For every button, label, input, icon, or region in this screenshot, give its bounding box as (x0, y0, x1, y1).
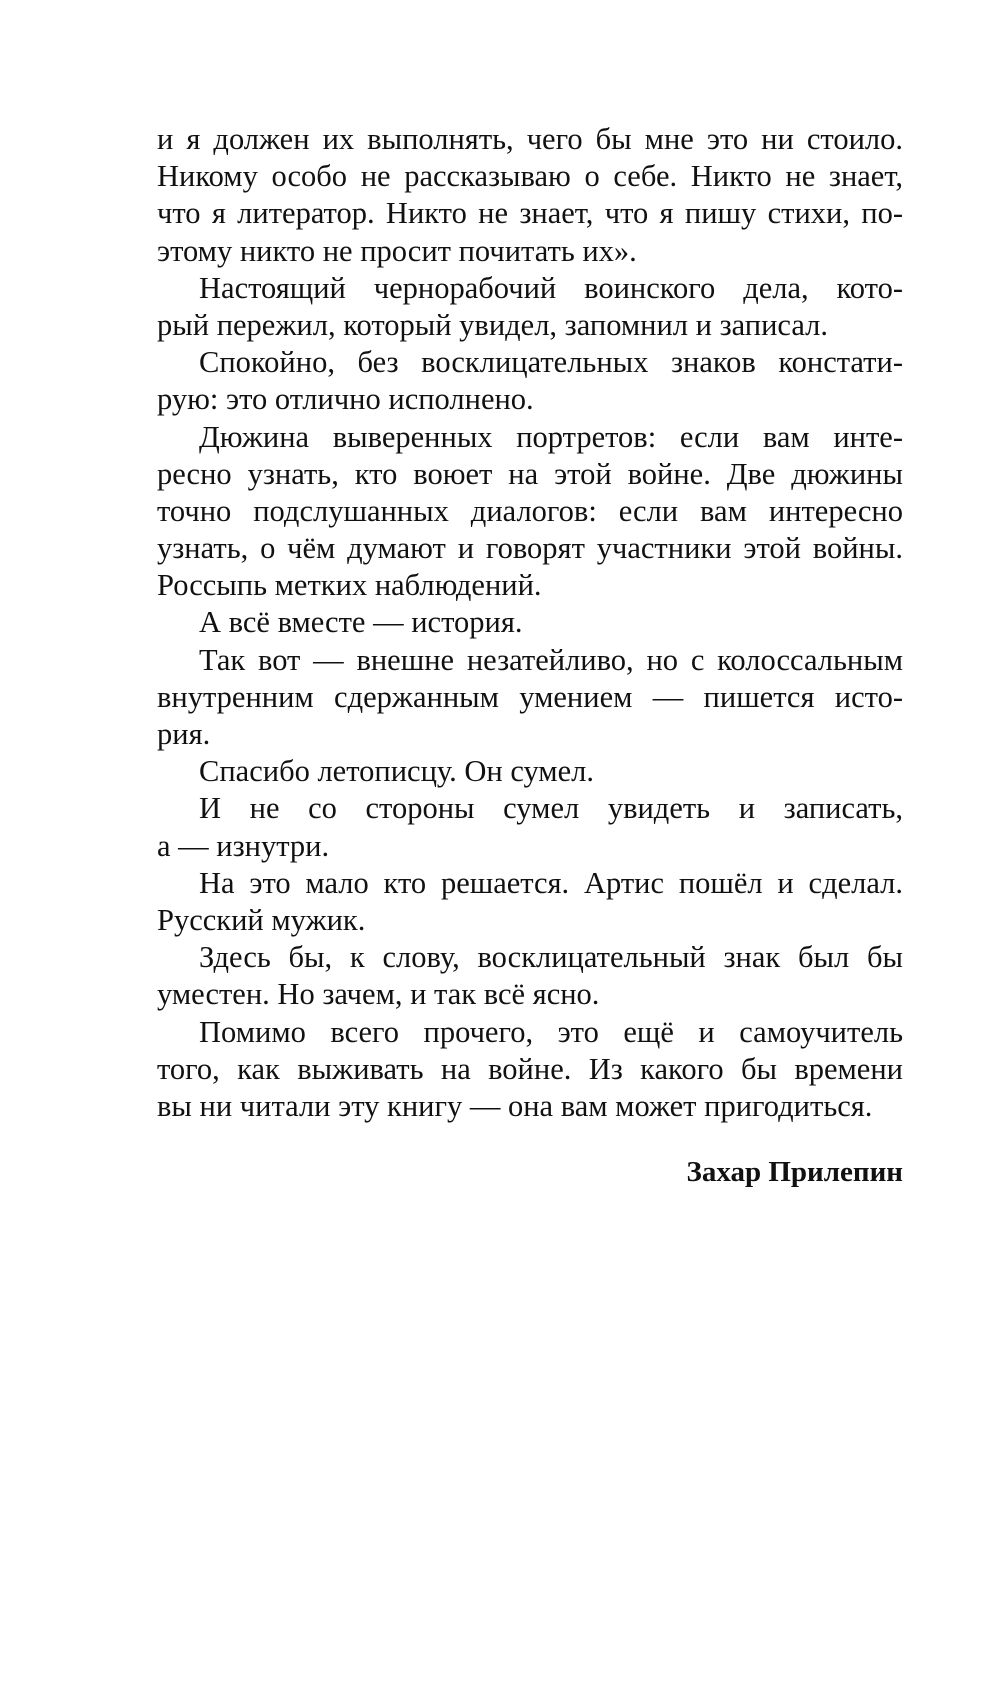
text-line: уместен. Но зачем, и так всё ясно. (157, 977, 600, 1012)
paragraph (157, 642, 903, 754)
text-line: того, как выживать на войне. Из какого бы времени (157, 1051, 903, 1086)
text-line: И не со стороны сумел увидеть и записать, (199, 791, 903, 826)
author-signature: Захар Прилепин (686, 1156, 903, 1188)
text-line: Русский мужик. (157, 902, 366, 937)
paragraph (157, 1014, 903, 1126)
text-line: Помимо всего прочего, это ещё и самоучитель (199, 1014, 903, 1049)
text-line: что я литератор. Никто не знает, что я пишу стихи, по- (157, 196, 903, 231)
text-line: внутренним сдержанным умением — пишется исто- (157, 679, 903, 714)
paragraph (157, 121, 903, 270)
text-line: а — изнутри. (157, 828, 330, 863)
text-line: и я должен их выполнять, чего бы мне это ни стоило. (157, 122, 903, 156)
text-line: узнать, о чём думают и говорят участники этой войны. (157, 531, 903, 566)
text-line: рую: это отлично исполнено. (157, 382, 534, 417)
text-line: Так вот — внешне незатейливо, но с колоссальным (199, 642, 903, 677)
body-text (157, 121, 903, 1125)
paragraph (157, 604, 903, 641)
text-line: Здесь бы, к слову, восклицательный знак был бы (199, 940, 903, 975)
text-line: На это мало кто решается. Артис пошёл и сделал. (199, 865, 903, 900)
text-line: рый пережил, который увидел, запомнил и записал. (157, 307, 828, 342)
text-line: Дюжина выверенных портретов: если вам инте- (199, 419, 903, 454)
text-line: этому никто не просит почитать их». (157, 233, 637, 268)
text-line: Настоящий чернорабочий воинского дела, кото- (199, 270, 903, 305)
text-line: рия. (157, 717, 211, 751)
text-line: А всё вместе — история. (199, 605, 523, 640)
paragraph (157, 865, 903, 939)
text-line: Россыпь метких наблюдений. (157, 568, 542, 603)
paragraph (157, 419, 903, 605)
text-line: Спасибо летописцу. Он сумел. (199, 754, 594, 789)
text-line: точно подслушанных диалогов: если вам интересно (157, 493, 903, 528)
paragraph (157, 270, 903, 344)
text-line: ресно узнать, кто воюет на этой войне. Две дюжины (157, 456, 903, 491)
paragraph (157, 344, 903, 418)
paragraph (157, 939, 903, 1013)
text-line: вы ни читали эту книгу — она вам может пригодиться. (157, 1088, 873, 1123)
text-line: Никому особо не рассказываю о себе. Никто не знает, (157, 159, 903, 194)
paragraph (157, 753, 903, 790)
text-line: Спокойно, без восклицательных знаков констати- (199, 345, 903, 380)
paragraph (157, 790, 903, 864)
